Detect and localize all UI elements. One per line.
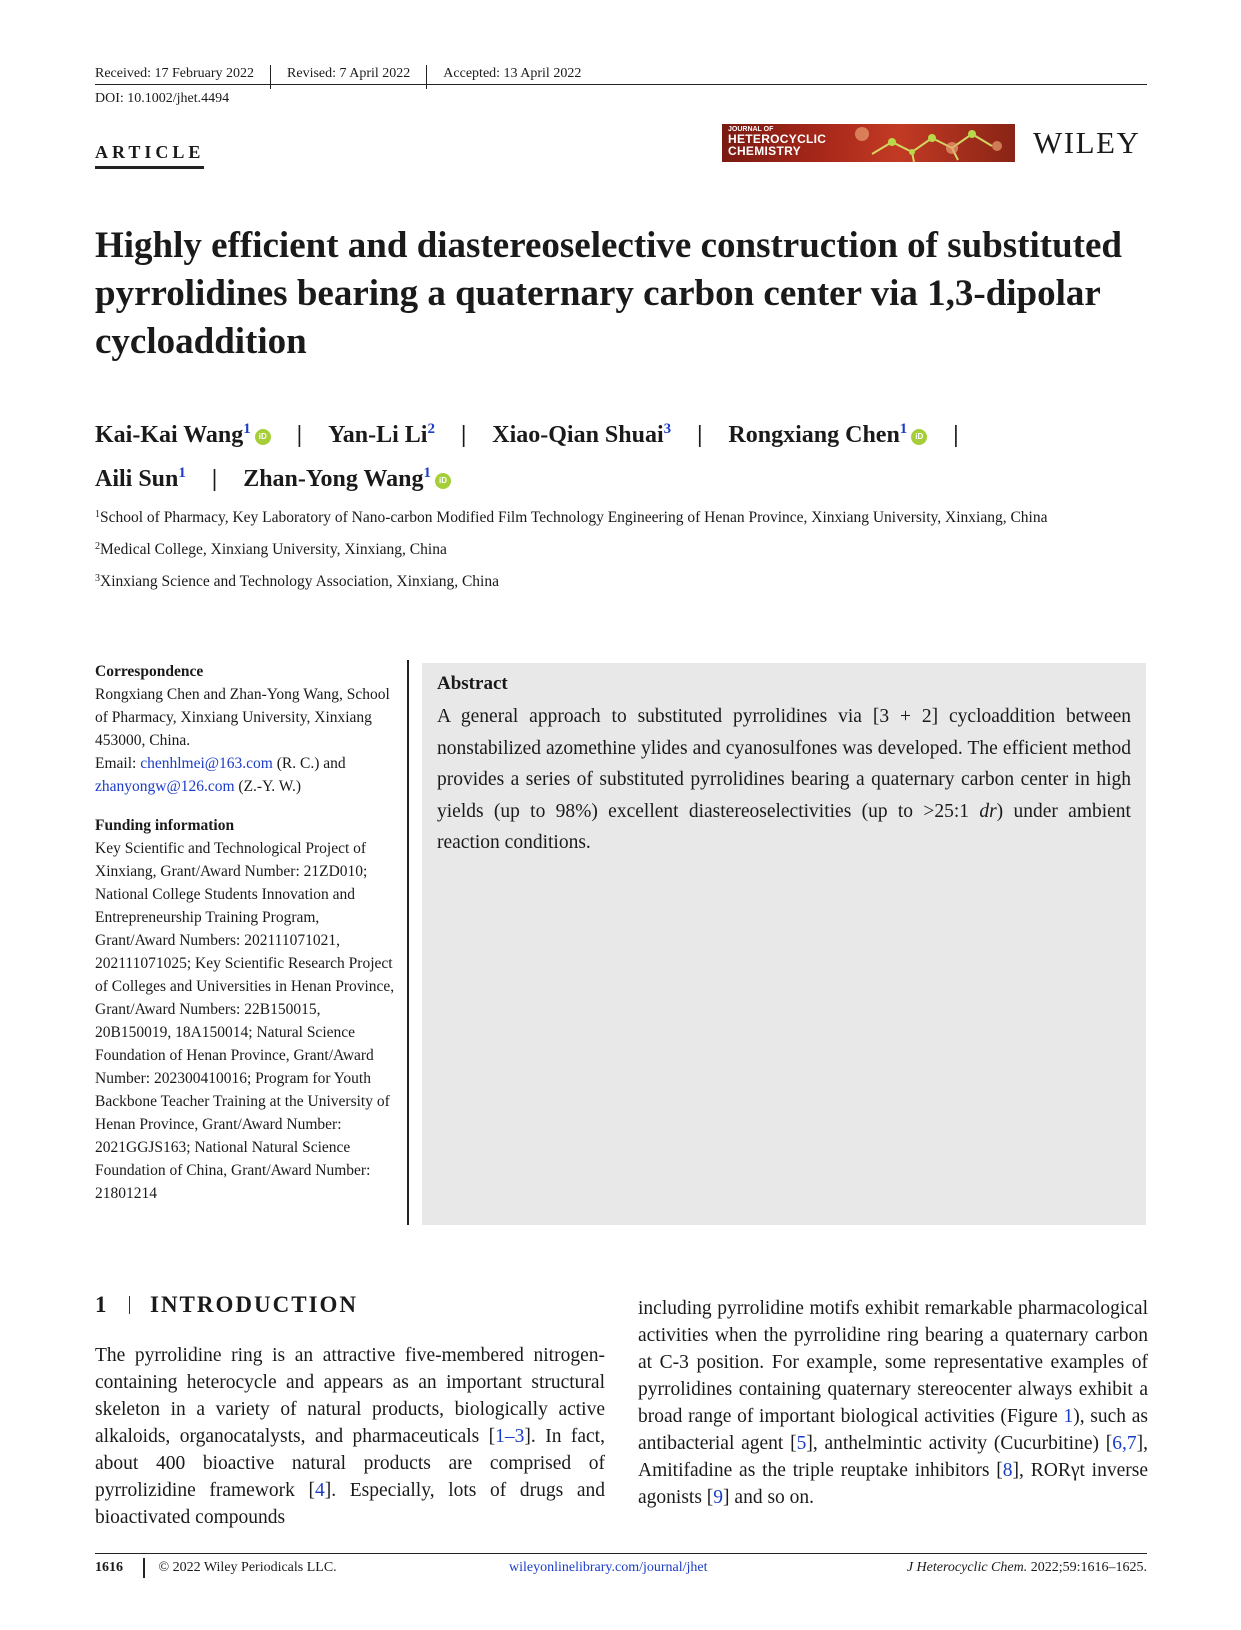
author[interactable]: Zhan-Yong Wang$^1$ iD <box>243 466 451 492</box>
author-separator: | <box>211 466 218 492</box>
journal-logo-line2: HETEROCYCLIC <box>728 132 827 146</box>
abstract-text: A general approach to substituted pyrrolidines via [3 + 2] cycloaddition between nonstabilized azomethine ylides and cyanosulfones was developed. The efficient method provides a series of substituted pyrrolidines bearing a quaternary carbon center in high yields (up to 98%) excellent diastereoselectivities (up to >25:1 dr) under ambient reaction conditions. <box>437 706 1131 853</box>
author-separator: | <box>697 422 703 448</box>
author-separator: | <box>953 422 959 448</box>
correspondence-text: Rongxiang Chen and Zhan-Yong Wang, School of Pharmacy, Xinxiang University, Xinxiang 453000, China. <box>95 686 390 749</box>
affiliation: $^3$Xinxiang Science and Technology Association, Xinxiang, China <box>95 573 499 590</box>
article-type-label: ARTICLE <box>95 142 204 169</box>
section-number: 1 <box>95 1292 109 1317</box>
reference-link[interactable]: 8 <box>1002 1460 1013 1481</box>
author[interactable]: Yan-Li Li$^2$ <box>328 421 435 448</box>
journal-logo-line1: JOURNAL OF <box>728 126 774 133</box>
orcid-icon[interactable]: iD <box>255 429 271 445</box>
article-dates <box>95 62 581 86</box>
page-number: 1616 <box>95 1560 123 1575</box>
paragraph: including pyrrolidine motifs exhibit remarkable pharmacological activities when the pyrrolidine ring bearing a quaternary carbon at C-3 position. For example, some representative examples of pyrrolidines containing quaternary stereocenter always exhibit a broad range of important biological activities (Figure 1), such as antibacterial agent [5], anthelmintic activity (Cucurbitine) [6,7], Amitifadine as the triple reuptake inhibitors [8], RORγt inverse agonists [9] and so on. <box>638 1298 1149 1508</box>
journal-url-link[interactable]: wileyonlinelibrary.com/journal/jhet <box>509 1560 708 1575</box>
reference-link[interactable]: 6,7 <box>1112 1433 1137 1454</box>
correspondence-email: Email: chenhlmei@163.com (R. C.) and <box>95 755 346 772</box>
copyright: © 2022 Wiley Periodicals LLC. <box>158 1560 337 1575</box>
author-separator: | <box>296 422 303 448</box>
abstract-heading: Abstract <box>437 673 508 694</box>
paragraph: The pyrrolidine ring is an attractive five-membered nitrogen-containing heterocycle and appears as an important structural skeleton in a variety of natural products, biologically active alkaloids, organocatalysts, and pharmaceuticals [1–3]. In fact, about 400 bioactive natural products are comprised of pyrrolizidine framework [4]. Especially, lots of drugs and bioactivated compounds <box>95 1345 605 1528</box>
divider <box>143 1558 145 1578</box>
affiliations <box>95 503 1155 599</box>
reference-link[interactable]: 5 <box>796 1433 807 1454</box>
publisher-logo[interactable]: WILEY <box>1033 125 1141 160</box>
sidebar-info <box>95 660 400 1221</box>
body-column-right <box>638 1295 1148 1511</box>
divider <box>270 65 271 89</box>
email-link[interactable]: zhanyongw@126.com <box>95 778 235 795</box>
orcid-icon[interactable]: iD <box>435 473 451 489</box>
section-title: INTRODUCTION <box>150 1292 359 1317</box>
article-title: Highly efficient and diastereoselective construction of substituted pyrrolidines bearing a quaternary carbon center via 1,3-dipolar cycloaddition <box>95 225 1123 362</box>
doi: DOI: 10.1002/jhet.4494 <box>95 91 230 106</box>
reference-link[interactable]: 4 <box>315 1480 325 1501</box>
email-link[interactable]: chenhlmei@163.com <box>140 755 273 772</box>
reference-link[interactable]: 1–3 <box>495 1426 525 1447</box>
abstract-box <box>422 663 1146 1225</box>
affiliation: $^1$School of Pharmacy, Key Laboratory of Nano-carbon Modified Film Technology Engineering of Henan Province, Xinxiang University, Xinxiang, China <box>95 509 1048 526</box>
funding-heading: Funding information <box>95 817 235 834</box>
author[interactable]: Rongxiang Chen$^1$ iD <box>728 422 927 448</box>
author[interactable]: Xiao-Qian Shuai$^3$ <box>492 421 672 448</box>
correspondence: Correspondence Rongxiang Chen and Zhan-Yong Wang, School of Pharmacy, Xinxiang University, Xinxiang 453000, China. Email: chenhlmei@163.com (R. C.) and zhanyongw@126.com (Z.-Y. W.) <box>95 660 400 798</box>
header-rule <box>95 84 1147 85</box>
journal-logo <box>722 124 1015 162</box>
body-column-left <box>95 1288 605 1531</box>
citation: J Heterocyclic Chem. 2022;59:1616–1625. <box>906 1560 1147 1575</box>
author-separator: | <box>460 422 467 448</box>
orcid-icon[interactable]: iD <box>911 429 927 445</box>
funding-text: Key Scientific and Technological Project of Xinxiang, Grant/Award Number: 21ZD010; National College Students Innovation and Entrepreneurship Training Program, Grant/Award Numbers: 202111071021, 202111071025; Key Scientific Research Project of Colleges and Universities in Henan Province, Grant/Award Numbers: 22B150015, 20B150019, 18A150014; Natural Science Foundation of Henan Province, Grant/Award Number: 202300410016; Program for Youth Backbone Teacher Training at the University of Henan Province, Grant/Award Number: 2021GGJS163; National Natural Science Foundation of China, Grant/Award Number: 21801214 <box>95 840 395 1202</box>
author-list <box>95 410 1155 498</box>
correspondence-heading: Correspondence <box>95 663 204 680</box>
column-divider <box>407 660 409 1225</box>
figure-link[interactable]: 1 <box>1063 1406 1074 1427</box>
received-date: Received: 17 February 2022 <box>95 66 255 81</box>
revised-date: Revised: 7 April 2022 <box>287 66 411 81</box>
funding-information <box>95 814 400 1205</box>
footer-rule <box>95 1553 1147 1554</box>
author[interactable]: Kai-Kai Wang$^1$ iD <box>95 422 271 448</box>
affiliation: $^2$Medical College, Xinxiang University, Xinxiang, China <box>95 541 447 558</box>
author[interactable]: Aili Sun$^1$ <box>95 465 186 492</box>
accepted-date: Accepted: 13 April 2022 <box>443 66 582 81</box>
divider <box>426 65 427 89</box>
journal-logo-line3: CHEMISTRY <box>728 144 801 158</box>
reference-link[interactable]: 9 <box>713 1487 724 1508</box>
page-footer <box>95 1555 1147 1581</box>
